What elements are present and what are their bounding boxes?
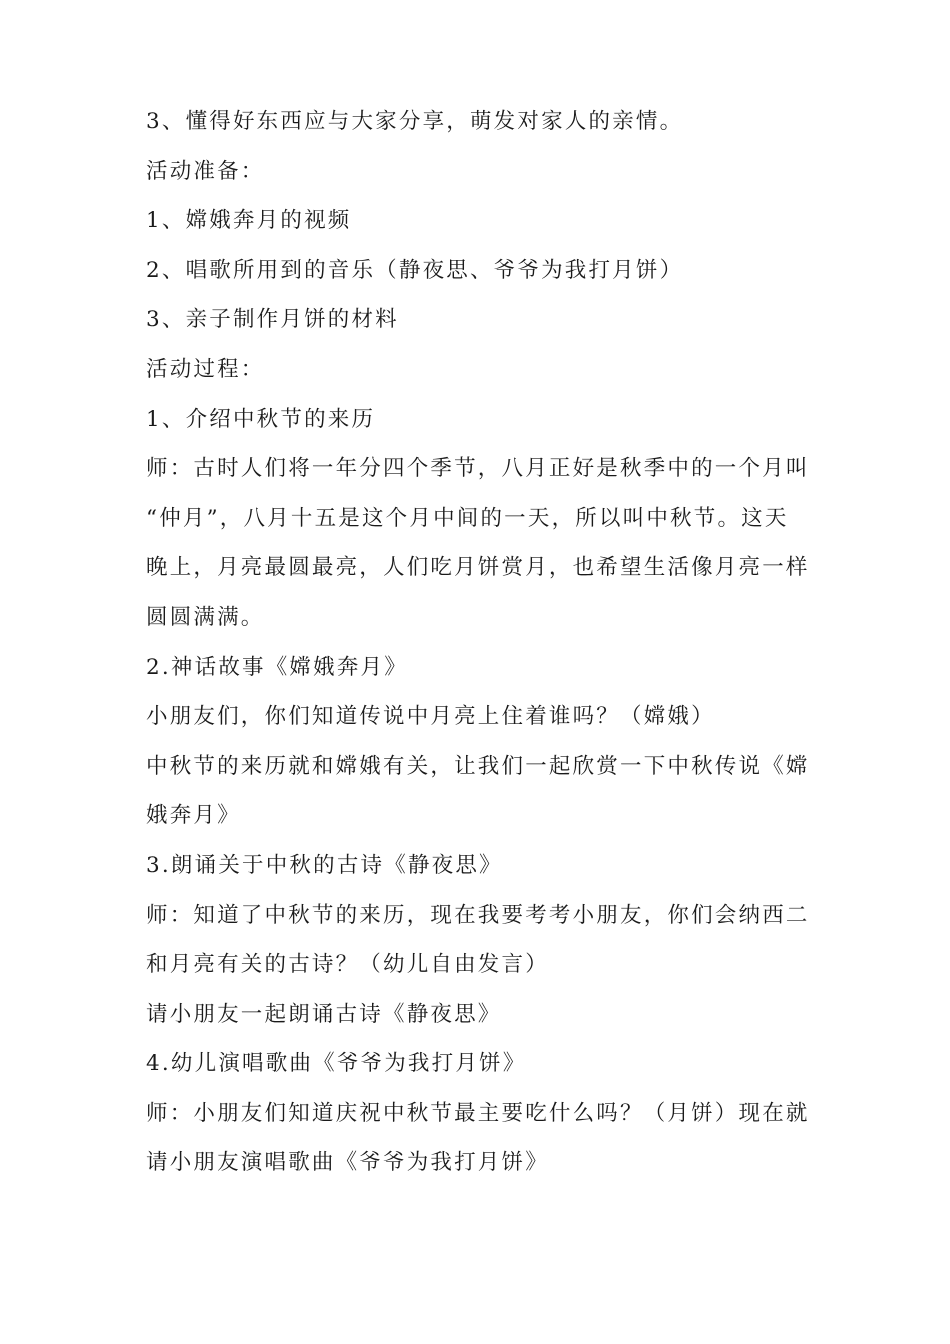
preparation-item-3: 3、亲子制作月饼的材料 (146, 307, 399, 333)
preparation-item-1: 1、嫦娥奔月的视频 (146, 208, 352, 234)
preparation-item-2: 2、唱歌所用到的音乐（静夜思、爷爷为我打月饼） (146, 257, 684, 283)
paragraph-line: 师：知道了中秋节的来历，现在我要考考小朋友，你们会纳西二 (146, 902, 810, 928)
paragraph-line: 和月亮有关的古诗？（幼儿自由发言） (146, 952, 549, 978)
process-step-3-heading: 3.朗诵关于中秋的古诗《静夜思》 (146, 852, 503, 878)
process-step-1-heading: 1、介绍中秋节的来历 (146, 406, 376, 432)
goal-item-3: 3、懂得好东西应与大家分享，萌发对家人的亲情。 (146, 109, 684, 134)
paragraph-line: 中秋节的来历就和嫦娥有关，让我们一起欣赏一下中秋传说《嫦 (146, 753, 810, 779)
paragraph-line: 晚上，月亮最圆最亮，人们吃月饼赏月，也希望生活像月亮一样 (146, 555, 810, 581)
preparation-heading: 活动准备： (146, 158, 265, 184)
process-heading: 活动过程： (146, 356, 265, 382)
paragraph-line: 娥奔月》 (146, 803, 241, 829)
paragraph-line: 圆圆满满。 (146, 604, 265, 630)
paragraph-line: 请小朋友一起朗诵古诗《静夜思》 (146, 1001, 502, 1027)
paragraph-line: 师：古时人们将一年分四个季节，八月正好是秋季中的一个月叫 (146, 456, 810, 482)
paragraph-line: 师：小朋友们知道庆祝中秋节最主要吃什么吗？（月饼）现在就 (146, 1100, 810, 1126)
paragraph-line: 小朋友们，你们知道传说中月亮上住着谁吗？（嫦娥） (146, 704, 715, 730)
paragraph-line: “仲月”，八月十五是这个月中间的一天，所以叫中秋节。这天 (146, 505, 789, 531)
document-body (146, 97, 818, 1188)
process-step-2-heading: 2.神话故事《嫦娥奔月》 (146, 654, 408, 680)
process-step-4-heading: 4.幼儿演唱歌曲《爷爷为我打月饼》 (146, 1051, 527, 1077)
paragraph-line: 请小朋友演唱歌曲《爷爷为我打月饼》 (146, 1150, 549, 1176)
